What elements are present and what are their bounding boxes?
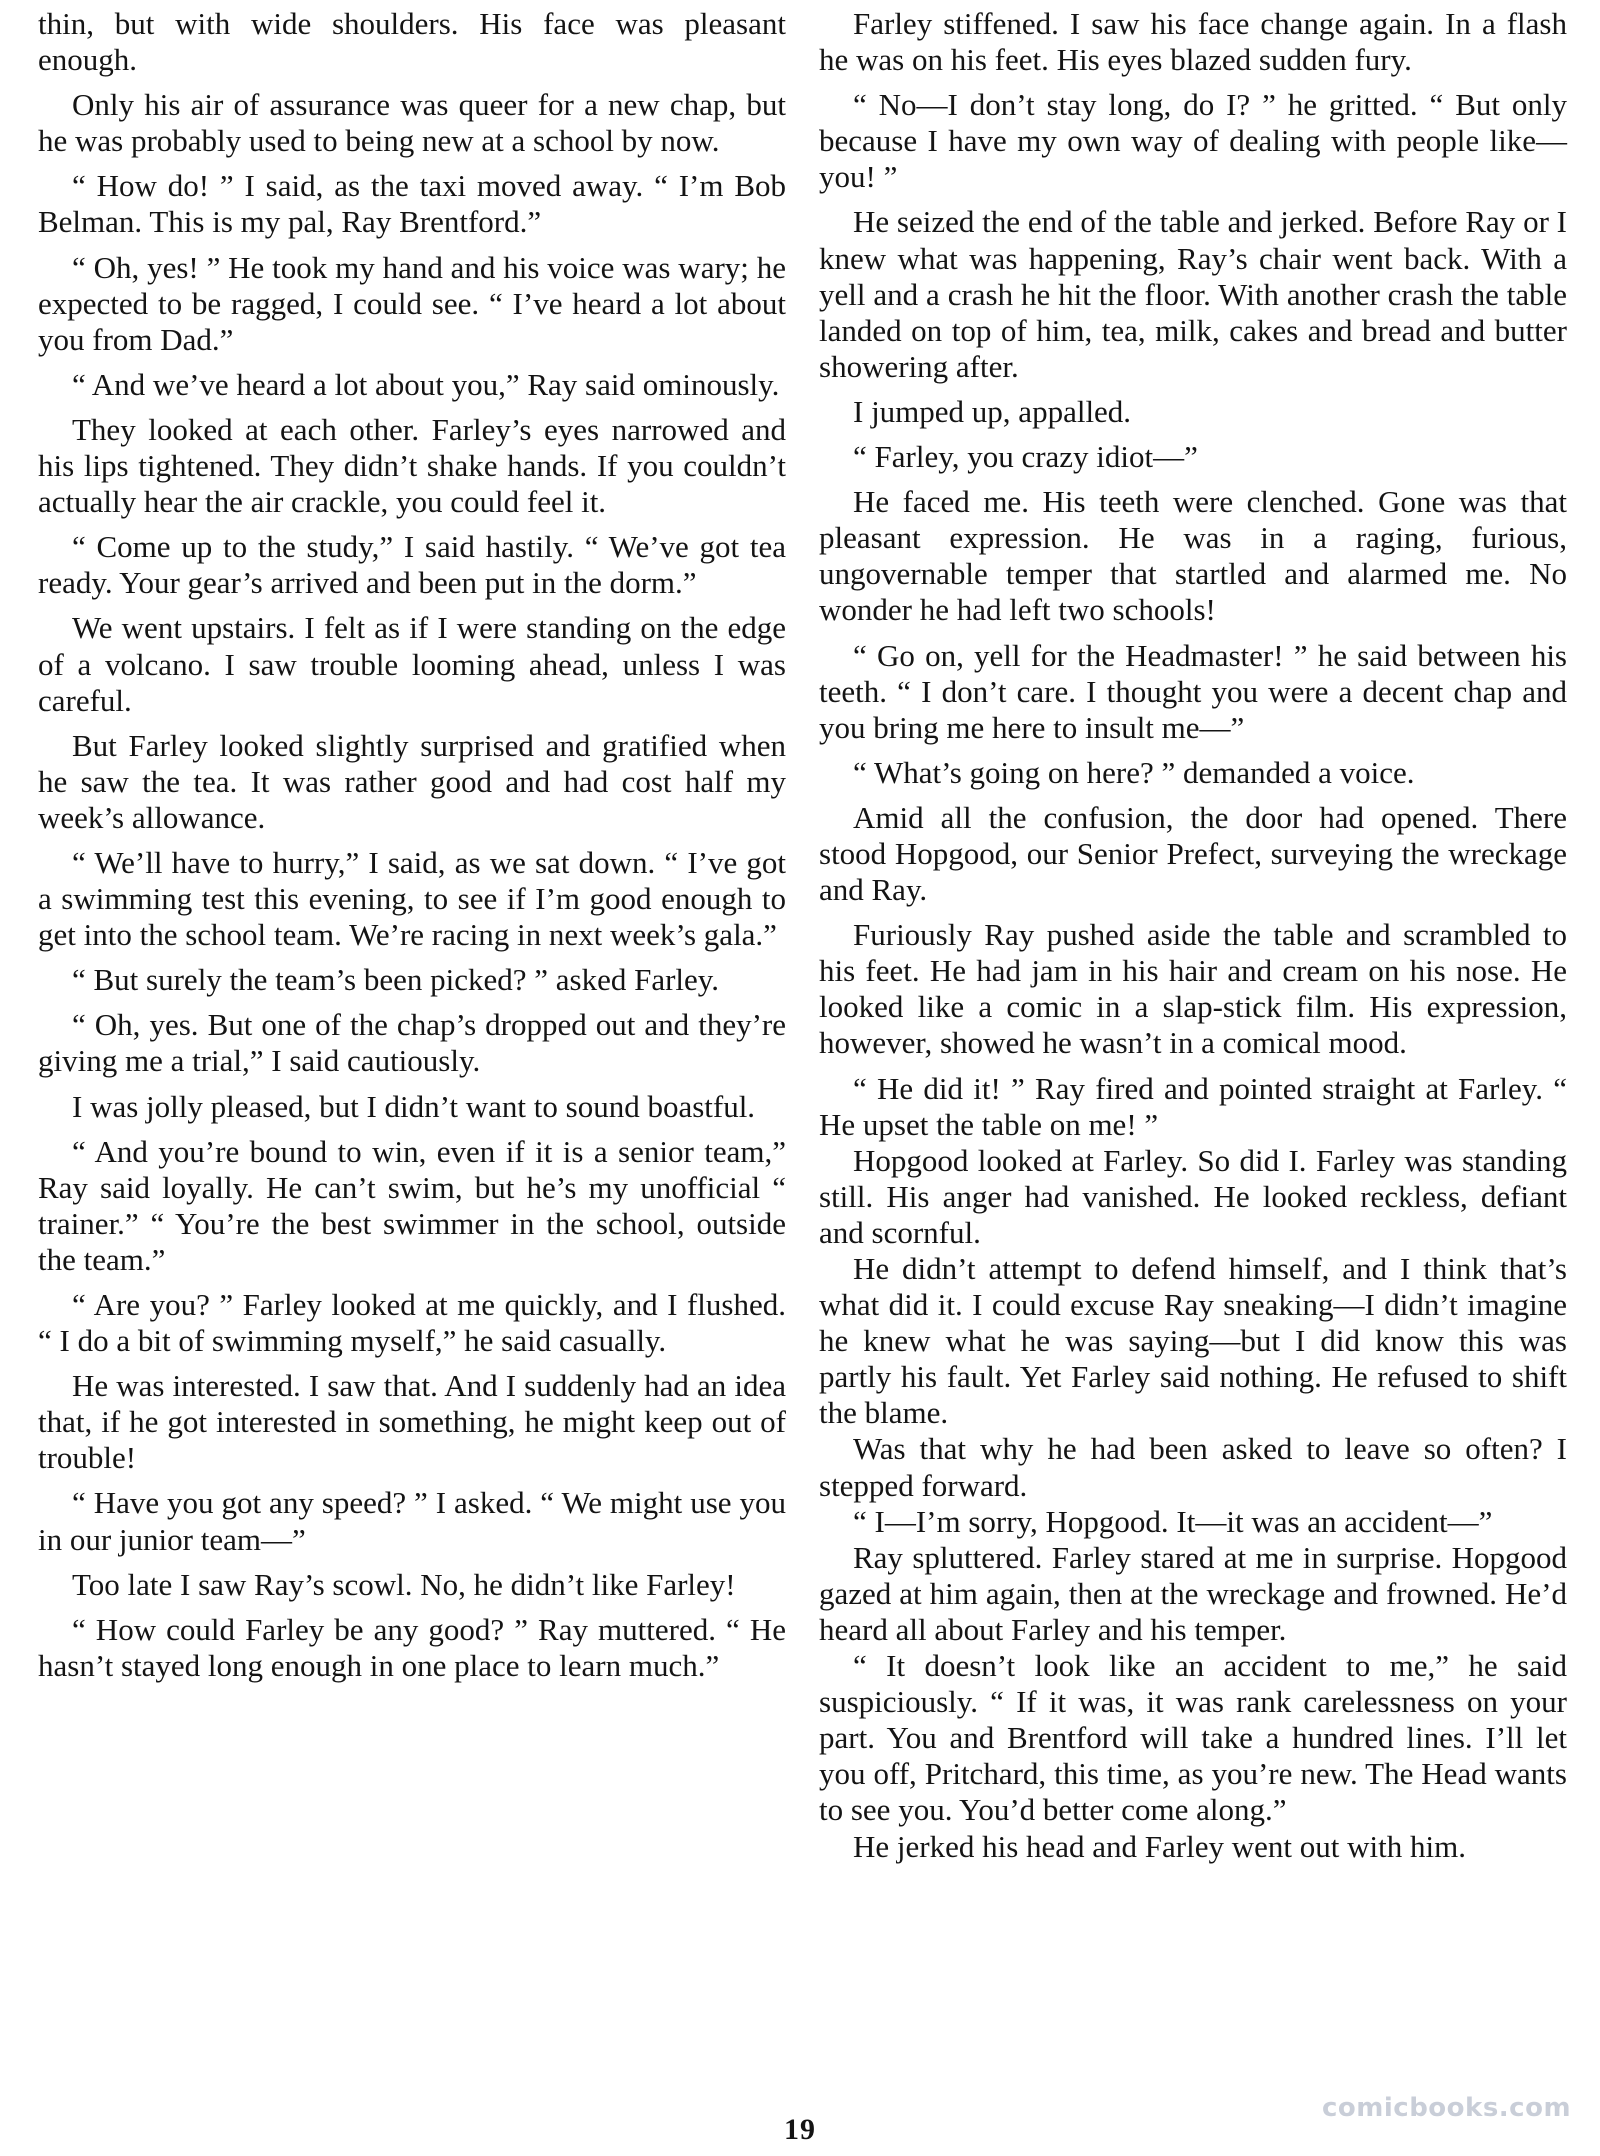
paragraph: “ It doesn’t look like an accident to me,” he said suspiciously. “ If it was, it was rank carelessness on your part. You and Brentford will take a hundred lines. I’ll let you off, Pritchard, this time, as you’re new. The Head wants to see you. You’d better come along.”	[819, 1648, 1567, 1828]
paragraph: “ I—I’m sorry, Hopgood. It—it was an accident—”	[853, 1503, 1493, 1539]
paragraph: “ And you’re bound to win, even if it is a senior team,” Ray said loyally. He can’t swim, but he’s my unofficial “ trainer.” “ You’re the best swimmer in the school, outside the team.”	[38, 1133, 786, 1277]
paragraph: We went upstairs. I felt as if I were standing on the edge of a volcano. I saw trouble looming ahead, unless I was careful.	[38, 610, 786, 718]
paragraph: “ Oh, yes! ” He took my hand and his voice was wary; he expected to be ragged, I could see. “ I’ve heard a lot about you from Dad.”	[38, 249, 786, 357]
paragraph: “ No—I don’t stay long, do I? ” he gritted. “ But only because I have my own way of dealing with people like—you! ”	[819, 87, 1567, 195]
left-text-column	[38, 6, 786, 1693]
paragraph: I was jolly pleased, but I didn’t want to sound boastful.	[72, 1088, 756, 1124]
paragraph: “ And we’ve heard a lot about you,” Ray said ominously.	[72, 366, 780, 402]
paragraph: He was interested. I saw that. And I suddenly had an idea that, if he got interested in something, he might keep out of trouble!	[38, 1368, 786, 1476]
paragraph: “ Have you got any speed? ” I asked. “ We might use you in our junior team—”	[38, 1485, 786, 1557]
paragraph: “ Come up to the study,” I said hastily. “ We’ve got tea ready. Your gear’s arrived and been put in the dorm.”	[38, 529, 786, 601]
paragraph: He faced me. His teeth were clenched. Gone was that pleasant expression. He was in a raging, furious, ungovernable temper that startled and alarmed me. No wonder he had left two schools!	[819, 484, 1567, 628]
page-number: 19	[784, 2113, 816, 2146]
paragraph: “ Oh, yes. But one of the chap’s dropped out and they’re giving me a trial,” I said cautiously.	[38, 1007, 786, 1079]
paragraph: But Farley looked slightly surprised and gratified when he saw the tea. It was rather good and had cost half my week’s allowance.	[38, 727, 786, 835]
paragraph: “ He did it! ” Ray fired and pointed straight at Farley. “ He upset the table on me! ”	[819, 1070, 1567, 1142]
paragraph: Was that why he had been asked to leave so often? I stepped forward.	[819, 1431, 1567, 1503]
right-text-column	[819, 6, 1567, 1865]
paragraph: They looked at each other. Farley’s eyes narrowed and his lips tightened. They didn’t shake hands. If you couldn’t actually hear the air crackle, you could feel it.	[38, 411, 786, 520]
watermark: comicbooks.com	[1322, 2093, 1572, 2123]
paragraph: Furiously Ray pushed aside the table and scrambled to his feet. He had jam in his hair and cream on his nose. He looked like a comic in a slap-stick film. His expression, however, showed he wasn’t in a comical mood.	[819, 917, 1567, 1061]
paragraph: “ We’ll have to hurry,” I said, as we sat down. “ I’ve got a swimming test this evening, to see if I’m good enough to get into the school team. We’re racing in next week’s gala.”	[38, 844, 786, 953]
paragraph: “ How could Farley be any good? ” Ray muttered. “ He hasn’t stayed long enough in one place to learn much.”	[38, 1611, 786, 1683]
paragraph: Amid all the confusion, the door had opened. There stood Hopgood, our Senior Prefect, surveying the wreckage and Ray.	[819, 799, 1567, 908]
paragraph: Too late I saw Ray’s scowl. No, he didn’t like Farley!	[72, 1566, 736, 1602]
paragraph: thin, but with wide shoulders. His face was pleasant enough.	[38, 6, 786, 78]
paragraph: He jerked his head and Farley went out with him.	[853, 1828, 1466, 1864]
paragraph: Hopgood looked at Farley. So did I. Farley was standing still. His anger had vanished. He looked reckless, defiant and scornful.	[819, 1142, 1567, 1250]
paragraph: “ How do! ” I said, as the taxi moved away. “ I’m Bob Belman. This is my pal, Ray Brentford.”	[38, 168, 786, 240]
paragraph: Farley stiffened. I saw his face change again. In a flash he was on his feet. His eyes blazed sudden fury.	[819, 6, 1567, 78]
paragraph: “ Are you? ” Farley looked at me quickly, and I flushed. “ I do a bit of swimming myself,” he said casually.	[38, 1287, 786, 1359]
paragraph: He didn’t attempt to defend himself, and I think that’s what did it. I could excuse Ray sneaking—I didn’t imagine he knew what he was saying—but I did know this was partly his fault. Yet Farley said nothing. He refused to shift the blame.	[819, 1251, 1567, 1431]
paragraph: Only his air of assurance was queer for a new chap, but he was probably used to being new at a school by now.	[38, 87, 786, 159]
paragraph: “ What’s going on here? ” demanded a voice.	[853, 754, 1415, 790]
paragraph: “ Farley, you crazy idiot—”	[853, 439, 1198, 475]
paragraph: I jumped up, appalled.	[853, 393, 1132, 429]
paragraph: “ Go on, yell for the Headmaster! ” he said between his teeth. “ I don’t care. I thought you were a decent chap and you bring me here to insult me—”	[819, 637, 1567, 745]
paragraph: He seized the end of the table and jerked. Before Ray or I knew what was happening, Ray’s chair went back. With a yell and a crash he hit the floor. With another crash the table landed on top of him, tea, milk, cakes and bread and butter showering after.	[819, 204, 1567, 384]
paragraph: Ray spluttered. Farley stared at me in surprise. Hopgood gazed at him again, then at the wreckage and frowned. He’d heard all about Farley and his temper.	[819, 1539, 1567, 1647]
paragraph: “ But surely the team’s been picked? ” asked Farley.	[72, 962, 720, 998]
